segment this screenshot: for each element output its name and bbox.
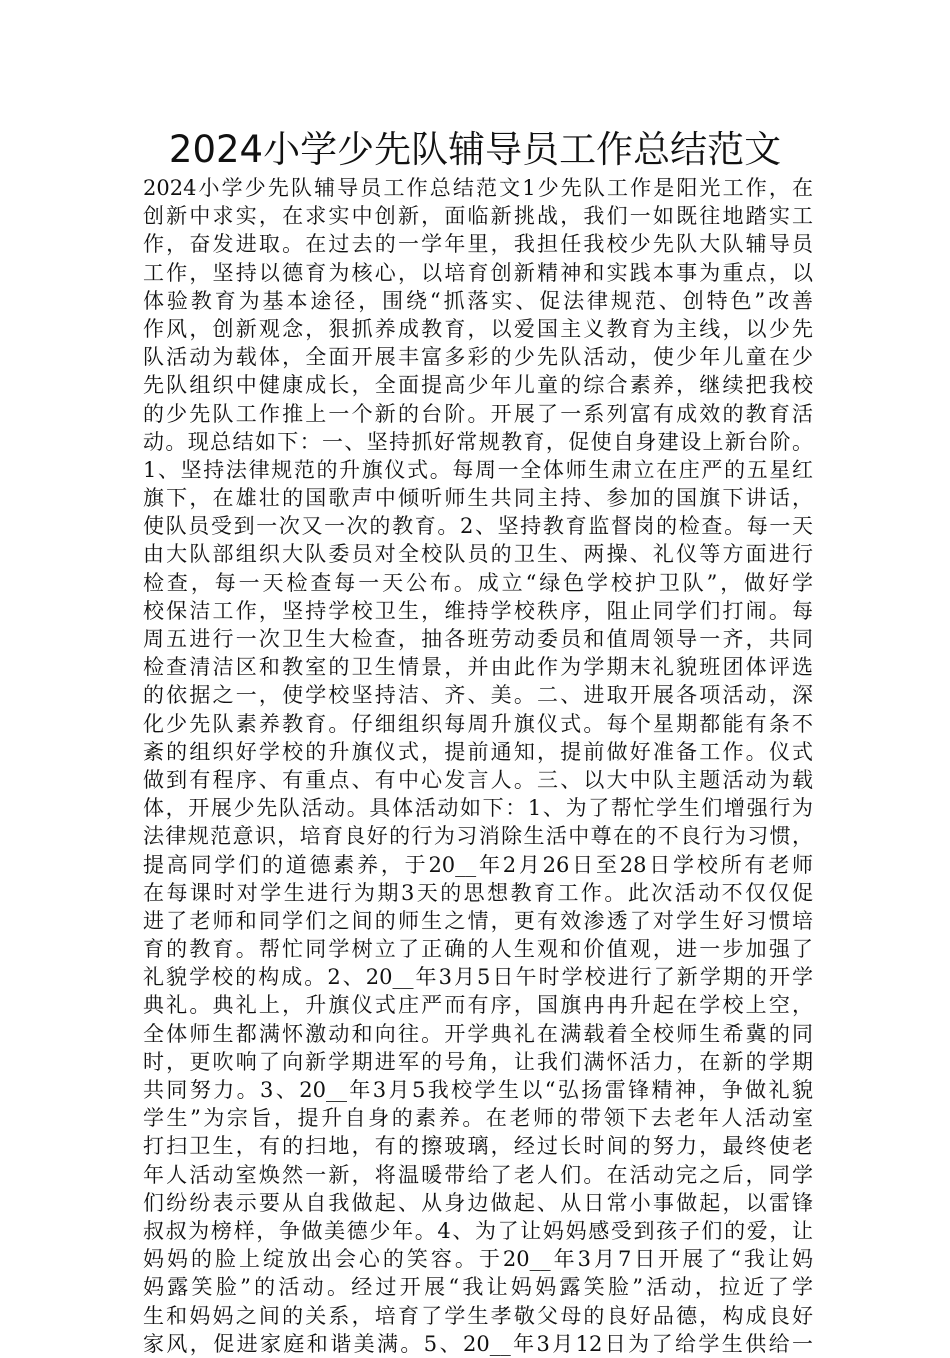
body-text-line: 典礼。典礼上，升旗仪式庄严而有序，国旗冉冉升起在学校上空， [143, 993, 813, 1018]
body-text-line: 叔叔为榜样，争做美德少年。4、为了让妈妈感受到孩子们的爱，让 [143, 1218, 813, 1243]
body-text-line: 周五进行一次卫生大检查，抽各班劳动委员和值周领导一齐，共同 [143, 627, 813, 651]
body-text-line: 旗下，在雄壮的国歌声中倾听师生共同主持、参加的国旗下讲话， [143, 486, 813, 511]
body-text-line: 共同努力。3、20__年3月5我校学生以“弘扬雷锋精神，争做礼貌 [143, 1078, 813, 1102]
body-text-line: 全体师生都满怀激动和向往。开学典礼在满载着全校师生希冀的同 [143, 1021, 813, 1046]
body-text-line: 队活动为载体，全面开展丰富多彩的少先队活动，使少年儿童在少 [143, 345, 813, 370]
body-text-line: 的少先队工作推上一个新的台阶。开展了一系列富有成效的教育活 [143, 401, 813, 426]
document-title: 2024小学少先队辅导员工作总结范文 [168, 128, 782, 171]
body-text-line: 使队员受到一次又一次的教育。2、坚持教育监督岗的检查。每一天 [143, 514, 813, 539]
body-text-line: 作，奋发进取。在过去的一学年里，我担任我校少先队大队辅导员 [143, 232, 813, 257]
body-text-line: 化少先队素养教育。仔细组织每周升旗仪式。每个星期都能有条不 [143, 711, 813, 736]
body-text-line: 紊的组织好学校的升旗仪式，提前通知，提前做好准备工作。仪式 [143, 739, 813, 764]
body-text-line: 进了老师和同学们之间的师生之情，更有效渗透了对学生好习惯培 [143, 908, 813, 933]
body-text-line: 法律规范意识，培育良好的行为习消除生活中尊在的不良行为习惯， [143, 824, 813, 849]
body-text-line: 作风，创新观念，狠抓养成教育，以爱国主义教育为主线，以少先 [143, 316, 813, 341]
body-text-line: 做到有程序、有重点、有中心发言人。三、以大中队主题活动为载 [143, 767, 813, 792]
document-body [143, 174, 813, 1358]
body-text-line: 体，开展少先队活动。具体活动如下：1、为了帮忙学生们增强行为 [143, 796, 813, 821]
body-text-line: 提高同学们的道德素养，于20__年2月26日至28日学校所有老师 [143, 852, 813, 877]
body-text-line: 年人活动室焕然一新，将温暖带给了老人们。在活动完之后，同学 [143, 1162, 813, 1187]
body-text-line: 的依据之一，使学校坚持洁、齐、美。二、进取开展各项活动，深 [143, 683, 813, 708]
body-text-line: 由大队部组织大队委员对全校队员的卫生、两操、礼仪等方面进行 [143, 542, 813, 567]
body-text-line: 打扫卫生，有的扫地，有的擦玻璃，经过长时间的努力，最终使老 [143, 1134, 813, 1159]
body-text-line: 检查，每一天检查每一天公布。成立“绿色学校护卫队”，做好学 [143, 570, 813, 595]
body-text-line: 家风，促进家庭和谐美满。5、20__年3月12日为了给学生供给一 [143, 1331, 813, 1356]
body-text-line: 育的教育。帮忙同学树立了正确的人生观和价值观，进一步加强了 [143, 937, 813, 962]
body-text-line: 学生”为宗旨，提升自身的素养。在老师的带领下去老年人活动室 [143, 1106, 813, 1131]
body-text-line: 们纷纷表示要从自我做起、从身边做起、从日常小事做起，以雷锋 [143, 1190, 813, 1215]
body-text-line: 妈妈的脸上绽放出会心的笑容。于20__年3月7日开展了“我让妈 [143, 1247, 813, 1272]
body-text-line: 生和妈妈之间的关系，培育了学生孝敬父母的良好品德，构成良好 [143, 1303, 813, 1328]
body-text-line: 创新中求实，在求实中创新，面临新挑战，我们一如既往地踏实工 [143, 204, 813, 229]
body-text-line: 校保洁工作，坚持学校卫生，维持学校秩序，阻止同学们打闹。每 [143, 598, 813, 623]
body-text-line: 体验教育为基本途径，围绕“抓落实、促法律规范、创特色”改善 [143, 288, 813, 313]
body-text-line: 工作，坚持以德育为核心，以培育创新精神和实践本事为重点，以 [143, 260, 813, 285]
body-text-line: 时，更吹响了向新学期进军的号角，让我们满怀活力，在新的学期 [143, 1049, 813, 1074]
body-text-line: 先队组织中健康成长，全面提高少年儿童的综合素养，继续把我校 [143, 373, 813, 398]
body-text-line: 动。现总结如下：一、坚持抓好常规教育，促使自身建设上新台阶。 [143, 429, 813, 454]
body-text-line: 2024小学少先队辅导员工作总结范文1少先队工作是阳光工作，在 [143, 176, 813, 200]
body-text-line: 1、坚持法律规范的升旗仪式。每周一全体师生肃立在庄严的五星红 [143, 457, 813, 482]
body-text-line: 在每课时对学生进行为期3天的思想教育工作。此次活动不仅仅促 [143, 880, 813, 905]
body-text-line: 检查清洁区和教室的卫生情景，并由此作为学期末礼貌班团体评选 [143, 655, 813, 680]
body-text-line: 礼貌学校的构成。2、20__年3月5日午时学校进行了新学期的开学 [143, 965, 813, 990]
body-text-line: 妈露笑脸”的活动。经过开展“我让妈妈露笑脸”活动，拉近了学 [143, 1275, 813, 1300]
